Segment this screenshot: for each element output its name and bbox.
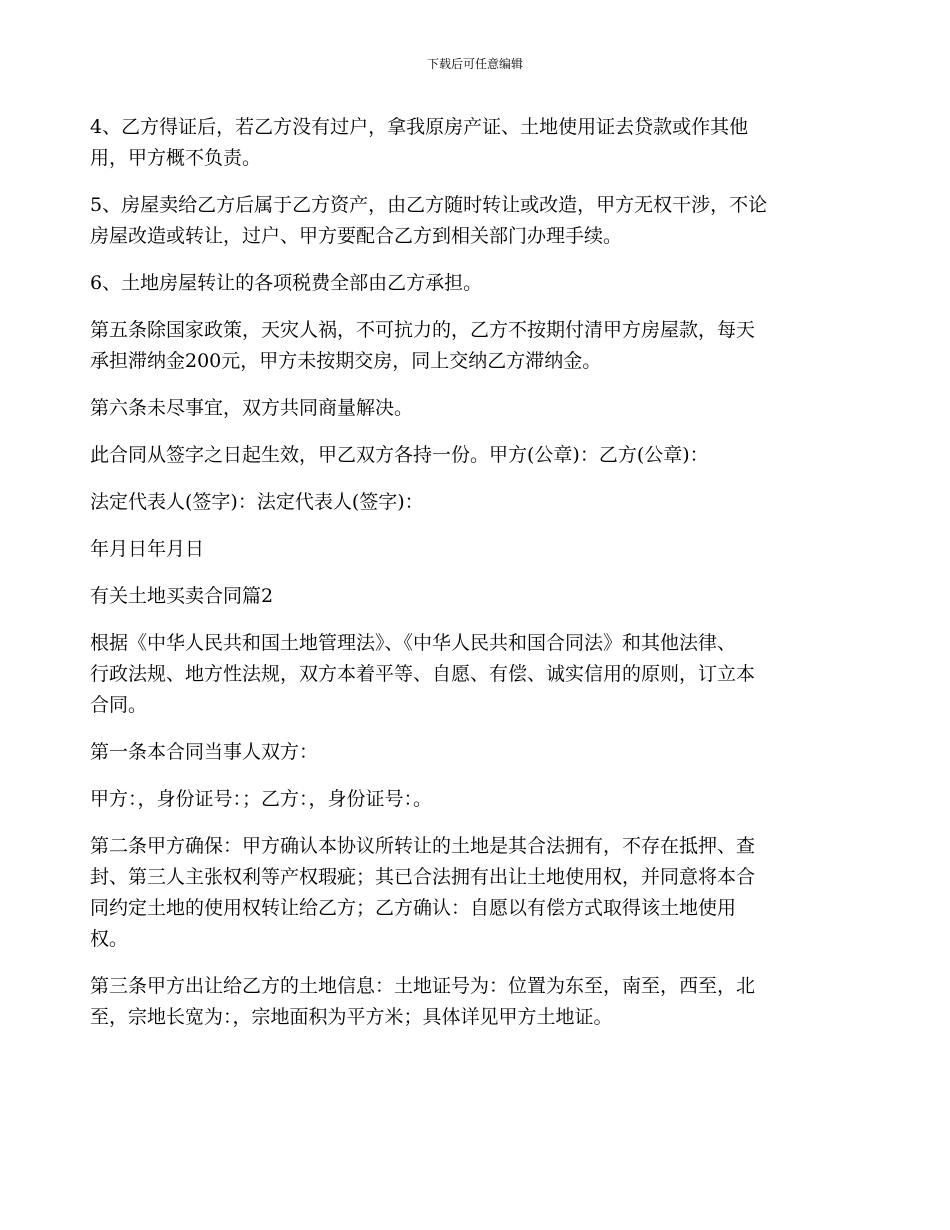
paragraph-line: 法定代表人(签字)：法定代表人(签字)： <box>90 491 424 513</box>
paragraph-line: 此合同从签字之日起生效，甲乙双方各持一份。甲方(公章)：乙方(公章)： <box>90 444 709 466</box>
paragraph-line: 封、第三人主张权利等产权瑕疵；其已合法拥有出让土地使用权，并同意将本合 <box>90 866 756 888</box>
paragraph <box>90 534 862 565</box>
paragraph <box>90 393 862 424</box>
paragraph <box>90 581 862 612</box>
paragraph-line: 合同。 <box>90 694 148 716</box>
paragraph <box>90 112 862 174</box>
paragraph <box>90 628 862 721</box>
paragraph-line: 承担滞纳金200元，甲方未按期交房，同上交纳乙方滞纳金。 <box>90 350 602 372</box>
paragraph <box>90 190 862 252</box>
paragraph-line: 同约定土地的使用权转让给乙方；乙方确认：自愿以有偿方式取得该土地使用 <box>90 897 737 919</box>
paragraph <box>90 784 862 815</box>
paragraph-line: 第五条除国家政策，天灾人祸，不可抗力的，乙方不按期付清甲方房屋款，每天 <box>90 319 756 341</box>
paragraph-line: 第二条甲方确保：甲方确认本协议所转让的土地是其合法拥有，不存在抵押、查 <box>90 835 756 857</box>
paragraph-line: 行政法规、地方性法规，双方本着平等、自愿、有偿、诚实信用的原则，订立本 <box>90 663 756 685</box>
paragraph <box>90 487 862 518</box>
paragraph-line: 用，甲方概不负责。 <box>90 147 262 169</box>
paragraph-line: 有关土地买卖合同篇2 <box>90 585 274 607</box>
paragraph-line: 年月日年月日 <box>90 538 205 560</box>
paragraph <box>90 315 862 377</box>
paragraph-line: 权。 <box>90 928 129 950</box>
paragraph-line: 甲方：，身份证号：；乙方：，身份证号：。 <box>90 788 433 810</box>
paragraph-line: 房屋改造或转让，过户、甲方要配合乙方到相关部门办理手续。 <box>90 225 623 247</box>
paragraph <box>90 971 862 1033</box>
paragraph-line: 至，宗地长宽为：，宗地面积为平方米；具体详见甲方土地证。 <box>90 1006 613 1028</box>
paragraph <box>90 268 862 299</box>
paragraph-line: 4、乙方得证后，若乙方没有过户，拿我原房产证、土地使用证去贷款或作其他 <box>90 116 749 138</box>
paragraph-line: 6、土地房屋转让的各项税费全部由乙方承担。 <box>90 272 483 294</box>
paragraph <box>90 737 862 768</box>
paragraph-line: 5、房屋卖给乙方后属于乙方资产，由乙方随时转让或改造，甲方无权干涉，不论 <box>90 194 768 216</box>
paragraph-line: 根据《中华人民共和国土地管理法》、《中华人民共和国合同法》和其他法律、 <box>90 632 737 654</box>
paragraph <box>90 831 862 955</box>
document-body <box>90 112 862 1049</box>
paragraph-line: 第一条本合同当事人双方： <box>90 741 319 763</box>
paragraph <box>90 440 862 471</box>
page-header: 下载后可任意编辑 <box>426 57 523 71</box>
paragraph-line: 第六条未尽事宜，双方共同商量解决。 <box>90 397 414 419</box>
paragraph-line: 第三条甲方出让给乙方的土地信息：土地证号为：位置为东至，南至，西至，北 <box>90 975 756 997</box>
